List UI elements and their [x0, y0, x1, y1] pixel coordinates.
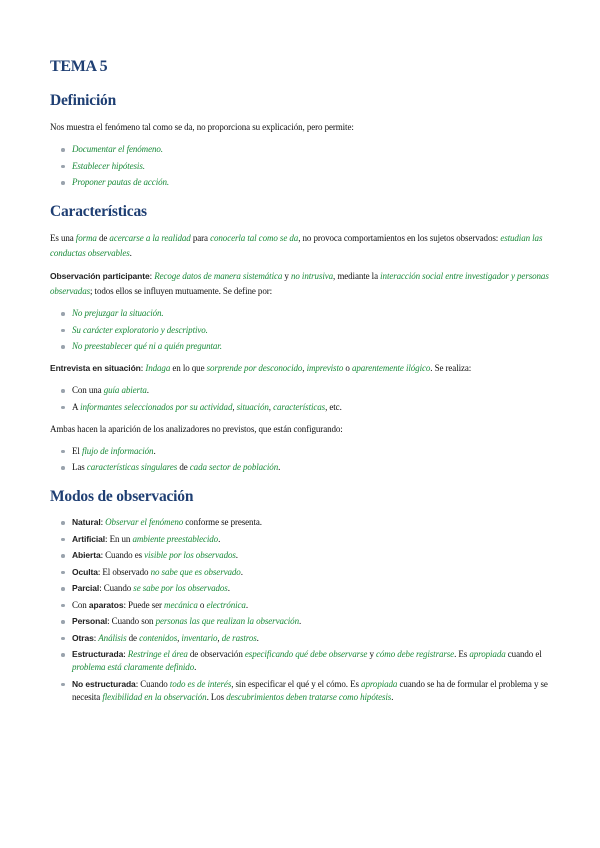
list-item: Abierta: Cuando es visible por los observados. — [72, 549, 552, 562]
observacion-participante-list — [50, 307, 552, 353]
analizadores-paragraph: Ambas hacen la aparición de los analizadores no previstos, que están configurando: — [50, 423, 343, 434]
definicion-intro: Nos muestra el fenómeno tal como se da, no proporciona su explicación, pero permite: — [50, 122, 354, 132]
document-content — [50, 58, 552, 712]
heading-definicion: Definición — [50, 92, 117, 109]
page-title: TEMA 5 — [50, 58, 108, 75]
list-item: A informantes seleccionados por su actividad, situación, características, etc. — [72, 401, 552, 414]
list-item: Las características singulares de cada sector de población. — [72, 461, 552, 474]
list-item: No estructurada: Cuando todo es de interés, sin especificar el qué y el cómo. Es apropiada cuando se ha de formular el problema y se necesita flexibilidad en la observación. Los descubrimientos deben tratarse como hipótesis. — [72, 678, 552, 704]
list-item: Oculta: El observado no sabe que es observado. — [72, 566, 552, 579]
heading-modos-observacion: Modos de observación — [50, 488, 194, 505]
definicion-list — [50, 143, 552, 189]
list-item: Estructurada: Restringe el área de observación especificando qué debe observarse y cómo debe registrarse. Es apropiada cuando el problema está claramente definido. — [72, 648, 552, 674]
list-item: Natural: Observar el fenómeno conforme se presenta. — [72, 516, 552, 529]
list-item: No prejuzgar la situación. — [72, 307, 552, 320]
entrevista-situacion-list — [50, 384, 552, 414]
list-item: Personal: Cuando son personas las que realizan la observación. — [72, 615, 552, 628]
entrevista-situacion-paragraph: Entrevista en situación: Indaga en lo que sorprende por desconocido, imprevisto o aparentemente ilógico. Se realiza: — [50, 363, 472, 373]
modos-list — [50, 516, 552, 704]
list-item: No preestablecer qué ni a quién preguntar. — [72, 340, 552, 353]
list-item: Proponer pautas de acción. — [72, 176, 552, 189]
heading-caracteristicas: Características — [50, 203, 147, 220]
list-item: Otras: Análisis de contenidos, inventario, de rastros. — [72, 632, 552, 645]
list-item: Establecer hipótesis. — [72, 160, 552, 173]
list-item: Con aparatos: Puede ser mecánica o electrónica. — [72, 599, 552, 612]
list-item: Con una guía abierta. — [72, 384, 552, 397]
list-item: Su carácter exploratorio y descriptivo. — [72, 324, 552, 337]
analizadores-list — [50, 445, 552, 475]
list-item: Artificial: En un ambiente preestablecido. — [72, 533, 552, 546]
caracteristicas-paragraph-1: Es una forma de acercarse a la realidad para conocerla tal como se da, no provoca comportamientos en los sujetos observados: estudian las conductas observables. — [50, 233, 543, 258]
list-item: Parcial: Cuando se sabe por los observados. — [72, 582, 552, 595]
list-item: Documentar el fenómeno. — [72, 143, 552, 156]
observacion-participante-paragraph: Observación participante: Recoge datos de manera sistemática y no intrusiva, mediante la interacción social entre investigador y personas observadas; todos ellos se influyen mutuamente. Se define por: — [50, 271, 549, 296]
list-item: El flujo de información. — [72, 445, 552, 458]
